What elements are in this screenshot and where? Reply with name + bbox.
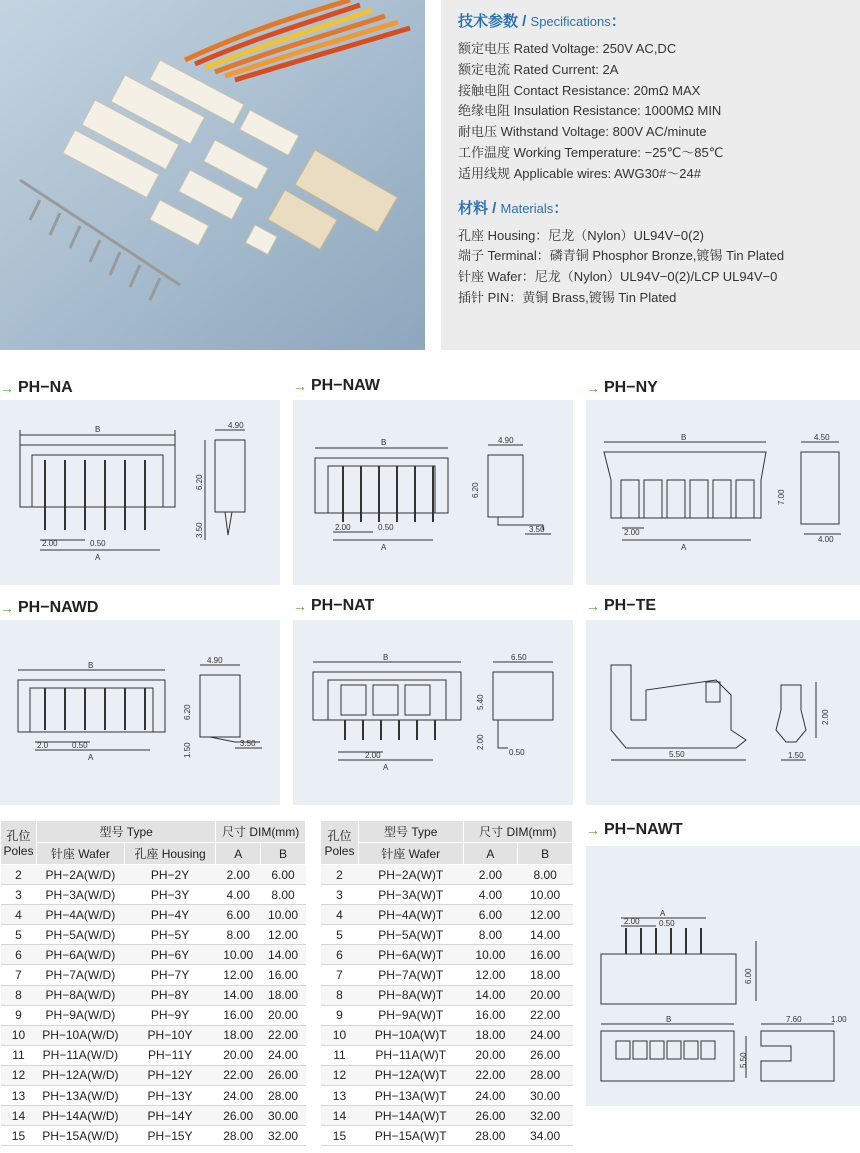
table-row — [1, 925, 306, 945]
table-cell: PH−15A(W)T — [358, 1126, 463, 1146]
table-cell: 16.00 — [463, 1005, 518, 1025]
table-row — [321, 1025, 573, 1045]
table-cell: 10.00 — [463, 945, 518, 965]
table-row — [321, 1126, 573, 1146]
table-cell: 6.00 — [463, 905, 518, 925]
section-title-ph-ny — [586, 378, 658, 398]
table-cell: 13 — [1, 1086, 37, 1106]
table-cell: PH−10A(W)T — [358, 1025, 463, 1045]
table-cell: 20.00 — [216, 1045, 261, 1065]
dimension-table-ph-na — [0, 820, 306, 1146]
table-cell: 11 — [321, 1045, 359, 1065]
table-row — [1, 965, 306, 985]
table-cell: PH−4A(W)T — [358, 905, 463, 925]
table-cell: PH−6A(W)T — [358, 945, 463, 965]
dim-label: 2.0 — [37, 741, 49, 750]
table-cell: 7 — [1, 965, 37, 985]
table-cell: 8 — [1, 985, 37, 1005]
table-cell: 18.00 — [216, 1025, 261, 1045]
dim-label: 5.40 — [476, 694, 485, 710]
table-cell: 13 — [321, 1086, 359, 1106]
table-cell: PH−9Y — [124, 1005, 215, 1025]
table-cell: 18.00 — [261, 985, 306, 1005]
table-row — [321, 1065, 573, 1085]
table-cell: PH−13Y — [124, 1086, 215, 1106]
dim-label: 1.00 — [831, 1015, 847, 1024]
table-cell: PH−15Y — [124, 1126, 215, 1146]
dim-label: A — [383, 763, 389, 772]
dim-label: A — [95, 553, 101, 562]
materials-list — [458, 226, 860, 309]
table-cell: PH−8A(W)T — [358, 985, 463, 1005]
dim-label: 5.50 — [669, 750, 685, 759]
dim-label: 0.50 — [378, 523, 394, 532]
table-cell: 18.00 — [518, 965, 573, 985]
material-line: 插针 PIN：黄铜 Brass,镀锡 Tin Plated — [458, 289, 677, 305]
table-cell: 30.00 — [518, 1086, 573, 1106]
table-cell: PH−4Y — [124, 905, 215, 925]
section-title-text: PH−NA — [18, 379, 73, 396]
table-cell: 9 — [1, 1005, 37, 1025]
dim-label: 0.50 — [72, 741, 88, 750]
table-cell: 22.00 — [261, 1025, 306, 1045]
table-cell: 15 — [1, 1126, 37, 1146]
spec-line: 绝缘电阻 Insulation Resistance: 1000MΩ MIN — [458, 103, 722, 119]
spec-title-cn: 技术参数 — [458, 13, 519, 30]
table-cell: PH−4A(W/D) — [36, 905, 124, 925]
dim-label: 6.20 — [195, 474, 204, 490]
section-title-text: PH−TE — [604, 597, 657, 614]
arrow-right-icon: → — [293, 598, 307, 614]
table-cell: PH−9A(W/D) — [36, 1005, 124, 1025]
table-cell: 22.00 — [518, 1005, 573, 1025]
section-title-text: PH−NAW — [311, 377, 380, 394]
table-cell: 12.00 — [216, 965, 261, 985]
dim-label: B — [681, 433, 687, 442]
table-cell: 5 — [1, 925, 37, 945]
table-cell: PH−3A(W)T — [358, 885, 463, 905]
table-cell: 14 — [321, 1106, 359, 1126]
table-cell: PH−12Y — [124, 1065, 215, 1085]
section-title-ph-naw — [293, 376, 380, 396]
dim-label: 2.00 — [476, 734, 485, 750]
table-body — [321, 865, 573, 1146]
table-cell: PH−2A(W/D) — [36, 865, 124, 885]
diagram-ph-ny — [586, 400, 860, 585]
material-line: 孔座 Housing：尼龙（Nylon）UL94V−0(2) — [458, 227, 705, 243]
table-cell: 16.00 — [518, 945, 573, 965]
table-row — [321, 885, 573, 905]
table-cell: 6 — [321, 945, 359, 965]
table-cell: 30.00 — [261, 1106, 306, 1126]
dim-label: 6.50 — [511, 653, 527, 662]
specifications-panel — [441, 0, 860, 350]
dim-label: 5.50 — [739, 1052, 748, 1068]
dim-label: 3.50 — [240, 739, 256, 748]
table-cell: PH−7A(W/D) — [36, 965, 124, 985]
table-cell: 2 — [1, 865, 37, 885]
table-cell: 24.00 — [261, 1045, 306, 1065]
spec-line: 耐电压 Withstand Voltage: 800V AC/minute — [458, 124, 707, 140]
dim-label: 3.50 — [195, 522, 204, 538]
dim-label: B — [95, 425, 101, 434]
arrow-right-icon: → — [586, 598, 600, 614]
dim-header: 尺寸 DIM(mm) — [216, 821, 306, 843]
table-cell: 9 — [321, 1005, 359, 1025]
dim-label: 6.20 — [471, 482, 480, 498]
table-cell: 8 — [321, 985, 359, 1005]
diagram-ph-te — [586, 620, 860, 805]
table-cell: PH−14A(W/D) — [36, 1106, 124, 1126]
table-cell: 8.00 — [463, 925, 518, 945]
poles-header-cn: 孔位 — [6, 829, 31, 843]
table-cell: PH−11Y — [124, 1045, 215, 1065]
spec-heading: 技术参数 / Specifications： — [458, 13, 626, 30]
table-row — [321, 985, 573, 1005]
poles-header — [321, 821, 359, 865]
dim-label: B — [88, 661, 94, 670]
table-cell: 14 — [1, 1106, 37, 1126]
table-row — [321, 965, 573, 985]
table-cell: 18.00 — [463, 1025, 518, 1045]
table-cell: 6.00 — [216, 905, 261, 925]
type-header: 型号 Type — [358, 821, 463, 843]
table-cell: PH−6A(W/D) — [36, 945, 124, 965]
table-row — [321, 1005, 573, 1025]
dim-label: 4.90 — [207, 656, 223, 665]
dim-label: 0.50 — [659, 919, 675, 928]
table-cell: 26.00 — [518, 1045, 573, 1065]
table-cell: PH−5Y — [124, 925, 215, 945]
dim-label: 3.50 — [529, 525, 545, 534]
dim-label: 4.00 — [818, 535, 834, 544]
spec-line: 适用线规 Applicable wires: AWG30#～24# — [458, 165, 702, 181]
b-header: B — [261, 843, 306, 865]
table-cell: 5 — [321, 925, 359, 945]
table-cell: PH−2A(W)T — [358, 865, 463, 885]
table-cell: PH−12A(W/D) — [36, 1065, 124, 1085]
table-cell: 28.00 — [463, 1126, 518, 1146]
dimension-table-ph-nawt — [320, 820, 573, 1146]
dim-label: 2.00 — [624, 917, 640, 926]
table-cell: 24.00 — [518, 1025, 573, 1045]
table-cell: PH−8A(W/D) — [36, 985, 124, 1005]
dim-label: 6.20 — [183, 704, 192, 720]
table-cell: 16.00 — [216, 1005, 261, 1025]
table-cell: 14.00 — [261, 945, 306, 965]
table-cell: 14.00 — [216, 985, 261, 1005]
table-cell: PH−6Y — [124, 945, 215, 965]
section-title-text: PH−NAWD — [18, 599, 99, 616]
table-row — [1, 985, 306, 1005]
table-cell: 26.00 — [261, 1065, 306, 1085]
dim-label: 7.60 — [786, 1015, 802, 1024]
table-row — [1, 1065, 306, 1085]
materials-heading: 材料 / Materials： — [458, 199, 569, 217]
table-cell: 12.00 — [261, 925, 306, 945]
table-row — [321, 925, 573, 945]
table-cell: 14.00 — [463, 985, 518, 1005]
table-cell: 4.00 — [216, 885, 261, 905]
material-line: 针座 Wafer：尼龙（Nylon）UL94V−0(2)/LCP UL94V−0 — [458, 269, 778, 285]
table-cell: 4 — [1, 905, 37, 925]
table-cell: 6.00 — [261, 865, 306, 885]
table-cell: 3 — [1, 885, 37, 905]
table-cell: PH−7Y — [124, 965, 215, 985]
table-cell: 10 — [1, 1025, 37, 1045]
table-cell: 2.00 — [463, 865, 518, 885]
table-row — [1, 865, 306, 885]
table-row — [1, 1005, 306, 1025]
table-cell: 20.00 — [261, 1005, 306, 1025]
table-cell: 34.00 — [518, 1126, 573, 1146]
dim-label: 2.00 — [624, 528, 640, 537]
table-body — [1, 865, 306, 1146]
connector-illustration — [0, 0, 425, 350]
section-title-text: PH−NAT — [311, 597, 375, 614]
dim-label: B — [383, 653, 389, 662]
spec-list — [458, 39, 860, 185]
table-cell: PH−8Y — [124, 985, 215, 1005]
dim-label: 2.00 — [365, 751, 381, 760]
table-cell: 15 — [321, 1126, 359, 1146]
table-cell: 32.00 — [261, 1126, 306, 1146]
section-title-text: PH−NAWT — [604, 821, 683, 838]
table-cell: 28.00 — [261, 1086, 306, 1106]
table-row — [321, 945, 573, 965]
dim-label: 0.50 — [90, 539, 106, 548]
dim-label: A — [88, 753, 94, 762]
spec-title-en: Specifications — [530, 14, 611, 29]
table-cell: 24.00 — [216, 1086, 261, 1106]
dim-label: 2.00 — [335, 523, 351, 532]
poles-header-en: Poles — [324, 844, 355, 858]
arrow-right-icon: → — [0, 380, 14, 396]
dim-label: 2.00 — [42, 539, 58, 548]
table-cell: 20.00 — [518, 985, 573, 1005]
dim-label: 4.90 — [498, 436, 514, 445]
section-title-text: PH−NY — [604, 379, 658, 396]
arrow-right-icon: → — [586, 380, 600, 396]
table-row — [1, 945, 306, 965]
table-cell: 10 — [321, 1025, 359, 1045]
dim-label: 0.50 — [509, 748, 525, 757]
material-line: 端子 Terminal：磷青铜 Phosphor Bronze,镀锡 Tin Plated — [458, 248, 785, 264]
table-row — [1, 1106, 306, 1126]
table-cell: 14.00 — [518, 925, 573, 945]
poles-header-cn: 孔位 — [327, 829, 352, 843]
arrow-right-icon: → — [586, 822, 600, 838]
table-cell: PH−12A(W)T — [358, 1065, 463, 1085]
table-row — [1, 1086, 306, 1106]
wafer-header: 针座 Wafer — [36, 843, 124, 865]
table-cell: 6 — [1, 945, 37, 965]
table-cell: PH−9A(W)T — [358, 1005, 463, 1025]
table-cell: PH−13A(W)T — [358, 1086, 463, 1106]
dim-label: 1.50 — [183, 742, 192, 758]
dim-label: A — [681, 543, 687, 552]
table-row — [1, 905, 306, 925]
diagram-ph-na — [0, 400, 280, 585]
table-cell: 10.00 — [518, 885, 573, 905]
diagram-ph-nawt — [586, 846, 860, 1106]
dim-label: B — [666, 1015, 672, 1024]
spec-line: 工作温度 Working Temperature: −25℃～85℃ — [458, 144, 724, 160]
table-cell: 11 — [1, 1045, 37, 1065]
a-header: A — [216, 843, 261, 865]
table-cell: 10.00 — [216, 945, 261, 965]
b-header: B — [518, 843, 573, 865]
table-row — [321, 1045, 573, 1065]
table-cell: 8.00 — [261, 885, 306, 905]
section-title-ph-te — [586, 596, 656, 616]
table-row — [1, 1025, 306, 1045]
table-cell: 10.00 — [261, 905, 306, 925]
dim-label: 4.50 — [814, 433, 830, 442]
product-photo — [0, 0, 425, 350]
table-cell: PH−11A(W/D) — [36, 1045, 124, 1065]
table-cell: 2.00 — [216, 865, 261, 885]
table-cell: PH−7A(W)T — [358, 965, 463, 985]
table-cell: 12 — [321, 1065, 359, 1085]
poles-header — [1, 821, 37, 865]
dim-label: 7.00 — [777, 489, 786, 505]
materials-title-cn: 材料 — [458, 199, 489, 217]
table-row — [321, 905, 573, 925]
table-row — [1, 1126, 306, 1146]
dim-label: 6.00 — [744, 968, 753, 984]
table-cell: PH−10A(W/D) — [36, 1025, 124, 1045]
table-row — [321, 1106, 573, 1126]
dim-label: 4.90 — [228, 421, 244, 430]
type-header: 型号 Type — [36, 821, 215, 843]
a-header: A — [463, 843, 518, 865]
dim-header: 尺寸 DIM(mm) — [463, 821, 572, 843]
table-cell: PH−11A(W)T — [358, 1045, 463, 1065]
table-row — [321, 1086, 573, 1106]
arrow-right-icon: → — [0, 600, 14, 616]
table-cell: 22.00 — [463, 1065, 518, 1085]
table-cell: 28.00 — [518, 1065, 573, 1085]
table-cell: PH−3A(W/D) — [36, 885, 124, 905]
table-cell: PH−2Y — [124, 865, 215, 885]
table-cell: PH−15A(W/D) — [36, 1126, 124, 1146]
diagram-ph-nawd — [0, 620, 280, 805]
dim-label: A — [381, 543, 387, 552]
table-cell: 26.00 — [216, 1106, 261, 1126]
section-title-ph-nawt — [586, 820, 683, 840]
table-cell: PH−14Y — [124, 1106, 215, 1126]
table-cell: PH−3Y — [124, 885, 215, 905]
section-title-ph-nat — [293, 596, 374, 616]
table-cell: 22.00 — [216, 1065, 261, 1085]
housing-header: 孔座 Housing — [124, 843, 215, 865]
table-cell: 12 — [1, 1065, 37, 1085]
table-cell: 12.00 — [518, 905, 573, 925]
table-cell: 24.00 — [463, 1086, 518, 1106]
table-cell: 8.00 — [518, 865, 573, 885]
table-row — [321, 865, 573, 885]
dim-label: A — [660, 909, 666, 918]
section-title-ph-nawd — [0, 598, 98, 618]
table-cell: 16.00 — [261, 965, 306, 985]
arrow-right-icon: → — [293, 378, 307, 394]
section-title-ph-na — [0, 378, 73, 398]
poles-header-en: Poles — [3, 844, 34, 858]
dim-label: 2.00 — [821, 709, 830, 725]
table-cell: PH−10Y — [124, 1025, 215, 1045]
table-cell: PH−14A(W)T — [358, 1106, 463, 1126]
table-row — [1, 1045, 306, 1065]
table-cell: 3 — [321, 885, 359, 905]
dim-label: B — [381, 438, 387, 447]
table-cell: 12.00 — [463, 965, 518, 985]
wafer-header: 针座 Wafer — [358, 843, 463, 865]
table-cell: 26.00 — [463, 1106, 518, 1126]
table-cell: 20.00 — [463, 1045, 518, 1065]
table-cell: PH−5A(W/D) — [36, 925, 124, 945]
table-row — [1, 885, 306, 905]
diagram-ph-naw — [293, 400, 573, 585]
table-cell: 4.00 — [463, 885, 518, 905]
table-cell: 28.00 — [216, 1126, 261, 1146]
table-cell: 2 — [321, 865, 359, 885]
table-cell: 8.00 — [216, 925, 261, 945]
table-cell: PH−5A(W)T — [358, 925, 463, 945]
table-cell: PH−13A(W/D) — [36, 1086, 124, 1106]
diagram-ph-nat — [293, 620, 573, 805]
table-cell: 32.00 — [518, 1106, 573, 1126]
table-cell: 4 — [321, 905, 359, 925]
spec-line: 额定电流 Rated Current: 2A — [458, 61, 619, 77]
table-cell: 7 — [321, 965, 359, 985]
spec-line: 接触电阻 Contact Resistance: 20mΩ MAX — [458, 82, 701, 98]
spec-line: 额定电压 Rated Voltage: 250V AC,DC — [458, 41, 677, 56]
dim-label: 1.50 — [788, 751, 804, 760]
materials-title-en: Materials — [500, 200, 554, 216]
